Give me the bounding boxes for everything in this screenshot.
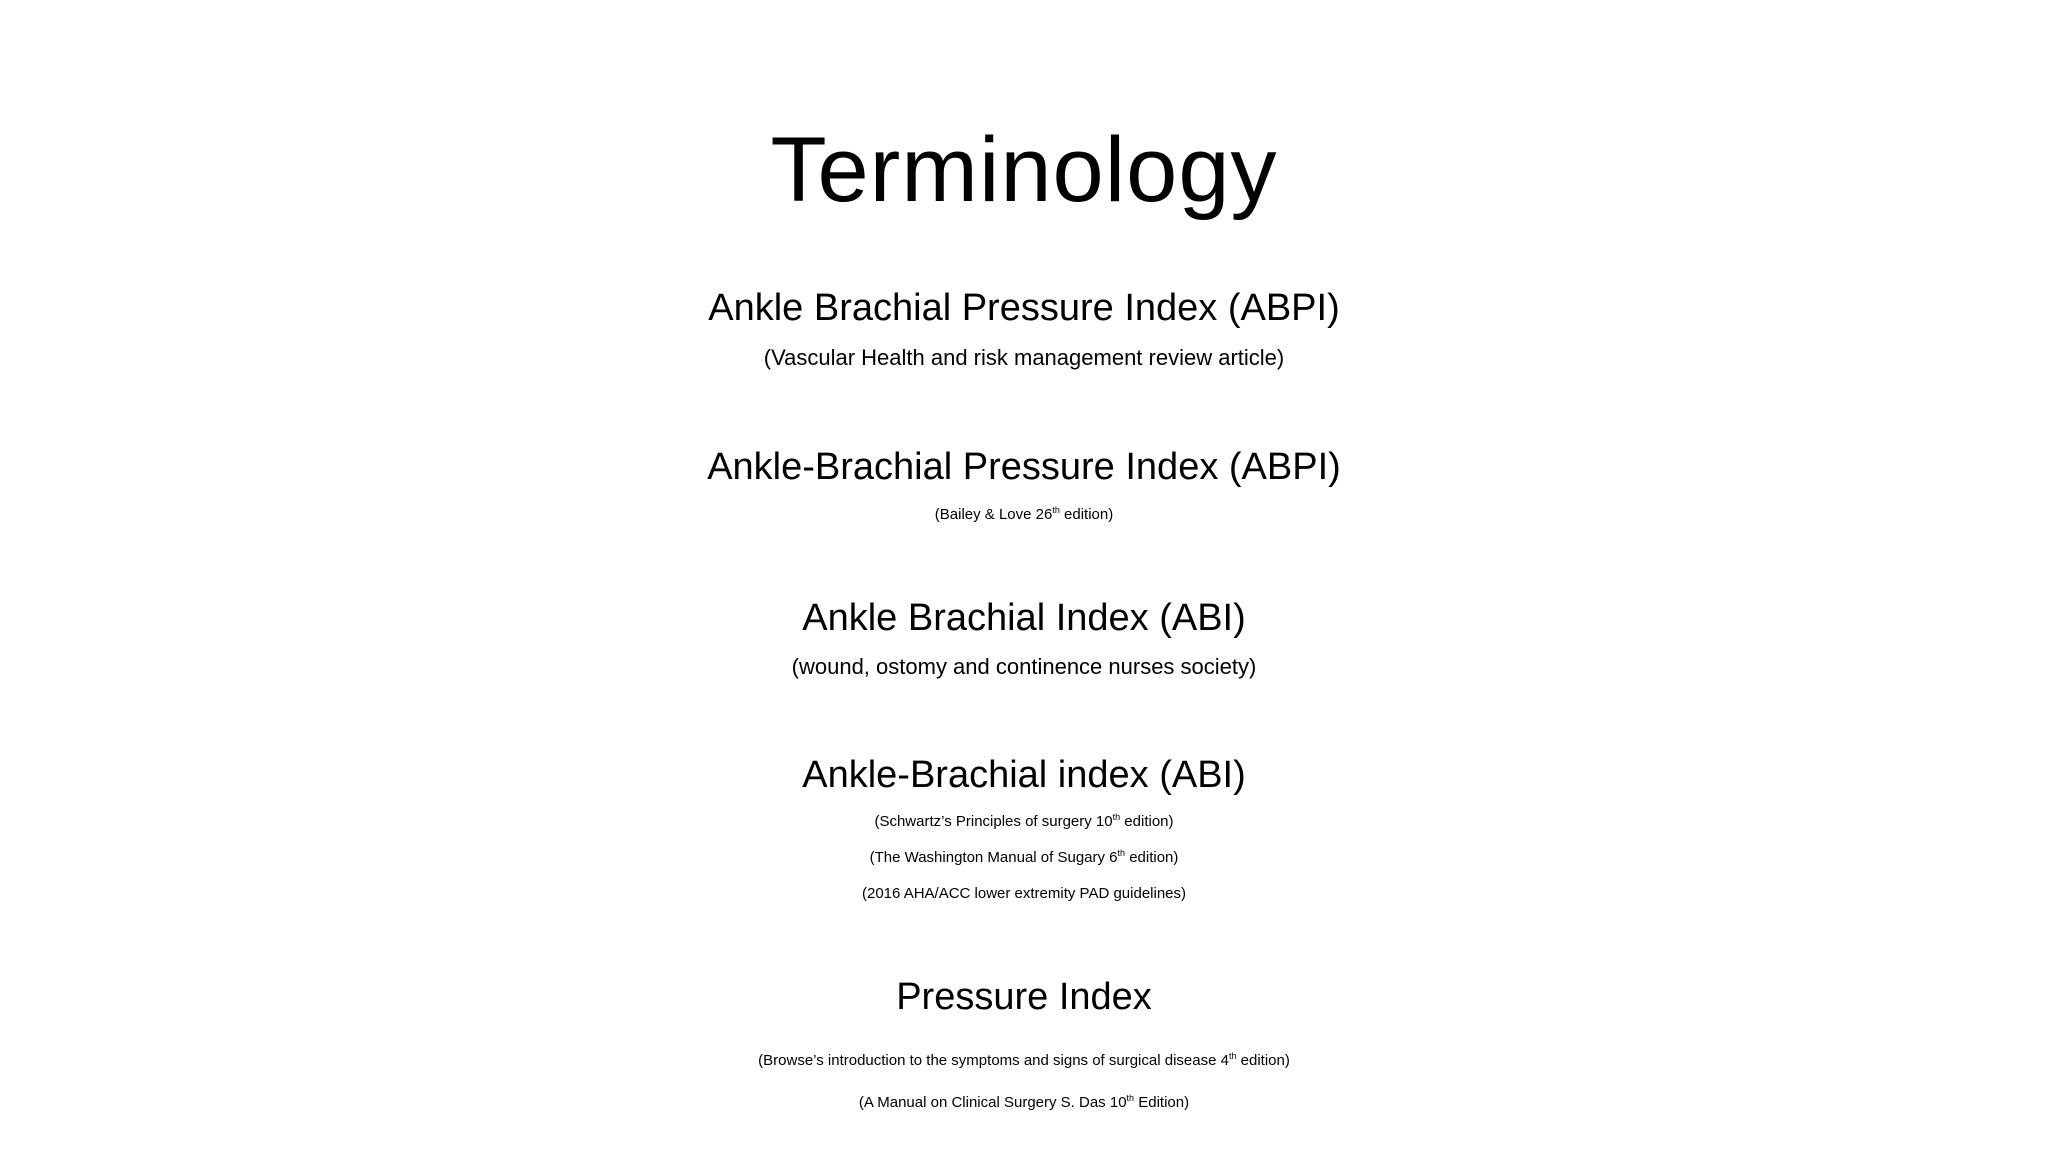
source-text: (wound, ostomy and continence nurses society) [791,654,1257,679]
term-heading-abi: Ankle Brachial Index (ABI) [802,597,1246,639]
ordinal-suffix: th [1126,1093,1135,1103]
source-text: edition) [1059,506,1114,523]
source-text: (2016 AHA/ACC lower extremity PAD guidelines) [861,885,1187,902]
term-source [0,347,2048,369]
term-source [0,814,2048,829]
term-heading-abpi: Ankle Brachial Pressure Index (ABPI) [708,287,1340,329]
source-text: (Bailey & Love 26 [934,506,1053,523]
term-source [0,656,2048,678]
slide-title: Terminology [770,119,1278,221]
source-text: edition) [1120,813,1174,830]
source-text: (The Washington Manual of Sugary 6 [869,849,1118,866]
term-source [0,1053,2048,1068]
term-source [0,507,2048,522]
source-text: edition) [1125,849,1179,866]
term-source [0,886,2048,901]
source-text: (Schwartz’s Principles of surgery 10 [874,813,1113,830]
source-text: Edition) [1134,1094,1190,1111]
term-heading-abpi-hyphenated: Ankle-Brachial Pressure Index (ABPI) [707,446,1341,488]
ordinal-suffix: th [1117,848,1126,858]
ordinal-suffix: th [1052,505,1060,515]
source-text: edition) [1236,1052,1290,1069]
term-source [0,1095,2048,1110]
term-heading-abi-hyphenated: Ankle-Brachial index (ABI) [802,754,1246,796]
term-source [0,850,2048,865]
source-text: (Browse’s introduction to the symptoms and signs of surgical disease 4 [758,1052,1229,1069]
source-text: (Vascular Health and risk management review article) [763,345,1285,370]
ordinal-suffix: th [1112,812,1121,822]
term-heading-pressure-index: Pressure Index [896,976,1152,1018]
ordinal-suffix: th [1228,1051,1237,1061]
source-text: (A Manual on Clinical Surgery S. Das 10 [858,1094,1127,1111]
